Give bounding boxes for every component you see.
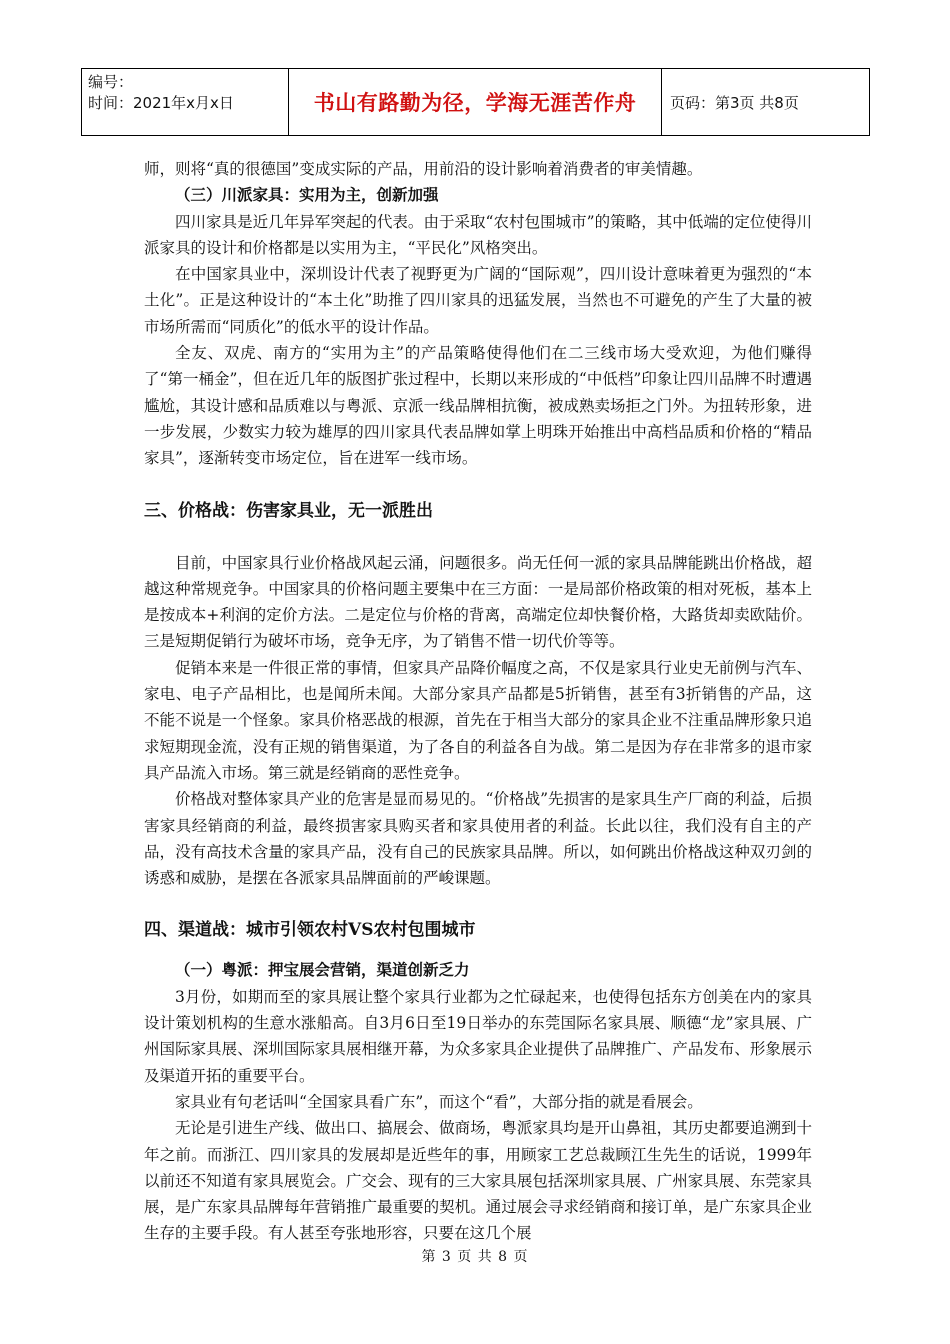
paragraph: 全友、双虎、南方的“实用为主”的产品策略使得他们在二三线市场大受欢迎，为他们赚得了“第一桶金”，但在近几年的版图扩张过程中，长期以来形成的“中低档”印象让四川品牌不时遭遇尴尬，其设计感和品质难以与粤派、京派一线品牌相抗衡，被成熟卖场拒之门外。为扭转形象，进一步发展，少数实力较为雄厚的四川家具代表品牌如掌上明珠开始推出中高档品质和价格的“精品家具”，逐渐转变市场定位，旨在进军一线市场。 xyxy=(144,344,812,468)
paragraph: 3月份，如期而至的家具展让整个家具行业都为之忙碌起来，也使得包括东方创美在内的家具设计策划机构的生意水涨船高。自3月6日至19日举办的东莞国际名家具展、顺德“龙”家具展、广州国际家具展、深圳国际家具展相继开幕，为众多家具企业提供了品牌推广、产品发布、形象展示及渠道开拓的重要平台。 xyxy=(144,987,812,1085)
subsection-heading-guangdong: （一）粤派：押宝展会营销，渠道创新乏力 xyxy=(175,960,470,980)
paragraph: 师，则将“真的很德国”变成实际的产品，用前沿的设计影响着消费者的审美情趣。 xyxy=(144,160,703,178)
paragraph: 无论是引进生产线、做出口、搞展会、做商场，粤派家具均是开山鼻祖，其历史都要追溯到十年之前。而浙江、四川家具的发展却是近些年的事，用顾家工艺总裁顾江生先生的话说，1999年以前还不知道有家具展览会。广交会、现有的三大家具展包括深圳家具展、广州家具展、东莞家具展，是广东家具品牌每年营销推广最重要的契机。通过展会寻求经销商和接订单，是广东家具企业生存的主要手段。有人甚至夸张地形容，只要在这几个展 xyxy=(144,1119,812,1243)
section-heading-price-war: 三、价格战：伤害家具业，无一派胜出 xyxy=(144,500,433,521)
subsection-heading-sichuan: （三）川派家具：实用为主，创新加强 xyxy=(175,185,439,205)
paragraph: 在中国家具业中，深圳设计代表了视野更为广阔的“国际观”，四川设计意味着更为强烈的“本土化”。正是这种设计的“本土化”助推了四川家具的迅猛发展，当然也不可避免的产生了大量的被市场所需而“同质化”的低水平的设计作品。 xyxy=(144,265,812,336)
paragraph: 四川家具是近几年异军突起的代表。由于采取“农村包围城市”的策略，其中低端的定位使得川派家具的设计和价格都是以实用为主，“平民化”风格突出。 xyxy=(144,212,812,257)
header-table xyxy=(81,68,870,136)
document-body xyxy=(144,156,812,1247)
paragraph: 目前，中国家具行业价格战风起云涌，问题很多。尚无任何一派的家具品牌能跳出价格战，超越这种常规竞争。中国家具的价格问题主要集中在三方面：一是局部价格政策的相对死板，基本上是按成本+利润的定价方法。二是定位与价格的背离，高端定位却快餐价格，大路货却卖欧陆价。三是短期促销行为破坏市场，竞争无序，为了销售不惜一切代价等等。 xyxy=(144,553,812,651)
header-info-cell xyxy=(82,69,289,136)
document-date-label: 时间：2021年x月x日 xyxy=(88,94,234,112)
document-number-label: 编号： xyxy=(88,73,134,91)
paragraph: 价格战对整体家具产业的危害是显而易见的。“价格战”先损害的是家具生产厂商的利益，后损害家具经销商的利益，最终损害家具购买者和家具使用者的利益。长此以往，我们没有自主的产品，没有高技术含量的家具产品，没有自己的民族家具品牌。所以，如何跳出价格战这种双刃剑的诱惑和威胁，是摆在各派家具品牌面前的严峻课题。 xyxy=(144,790,812,888)
paragraph: 家具业有句老话叫“全国家具看广东”，而这个“看”，大部分指的就是看展会。 xyxy=(175,1092,703,1111)
header-motto: 书山有路勤为径，学海无涯苦作舟 xyxy=(289,69,662,136)
header-page-number: 页码：第3页 共8页 xyxy=(662,69,870,136)
section-heading-channel-war: 四、渠道战：城市引领农村VS农村包围城市 xyxy=(144,920,476,941)
page-footer: 第 3 页 共 8 页 xyxy=(421,1249,529,1265)
paragraph: 促销本来是一件很正常的事情，但家具产品降价幅度之高，不仅是家具行业史无前例与汽车、家电、电子产品相比，也是闻所未闻。大部分家具产品都是5折销售，甚至有3折销售的产品，这不能不说是一个怪象。家具价格恶战的根源，首先在于相当大部分的家具企业不注重品牌形象只追求短期现金流，没有正规的销售渠道，为了各自的利益各自为战。第二是因为存在非常多的退市家具产品流入市场。第三就是经销商的恶性竞争。 xyxy=(144,658,812,782)
